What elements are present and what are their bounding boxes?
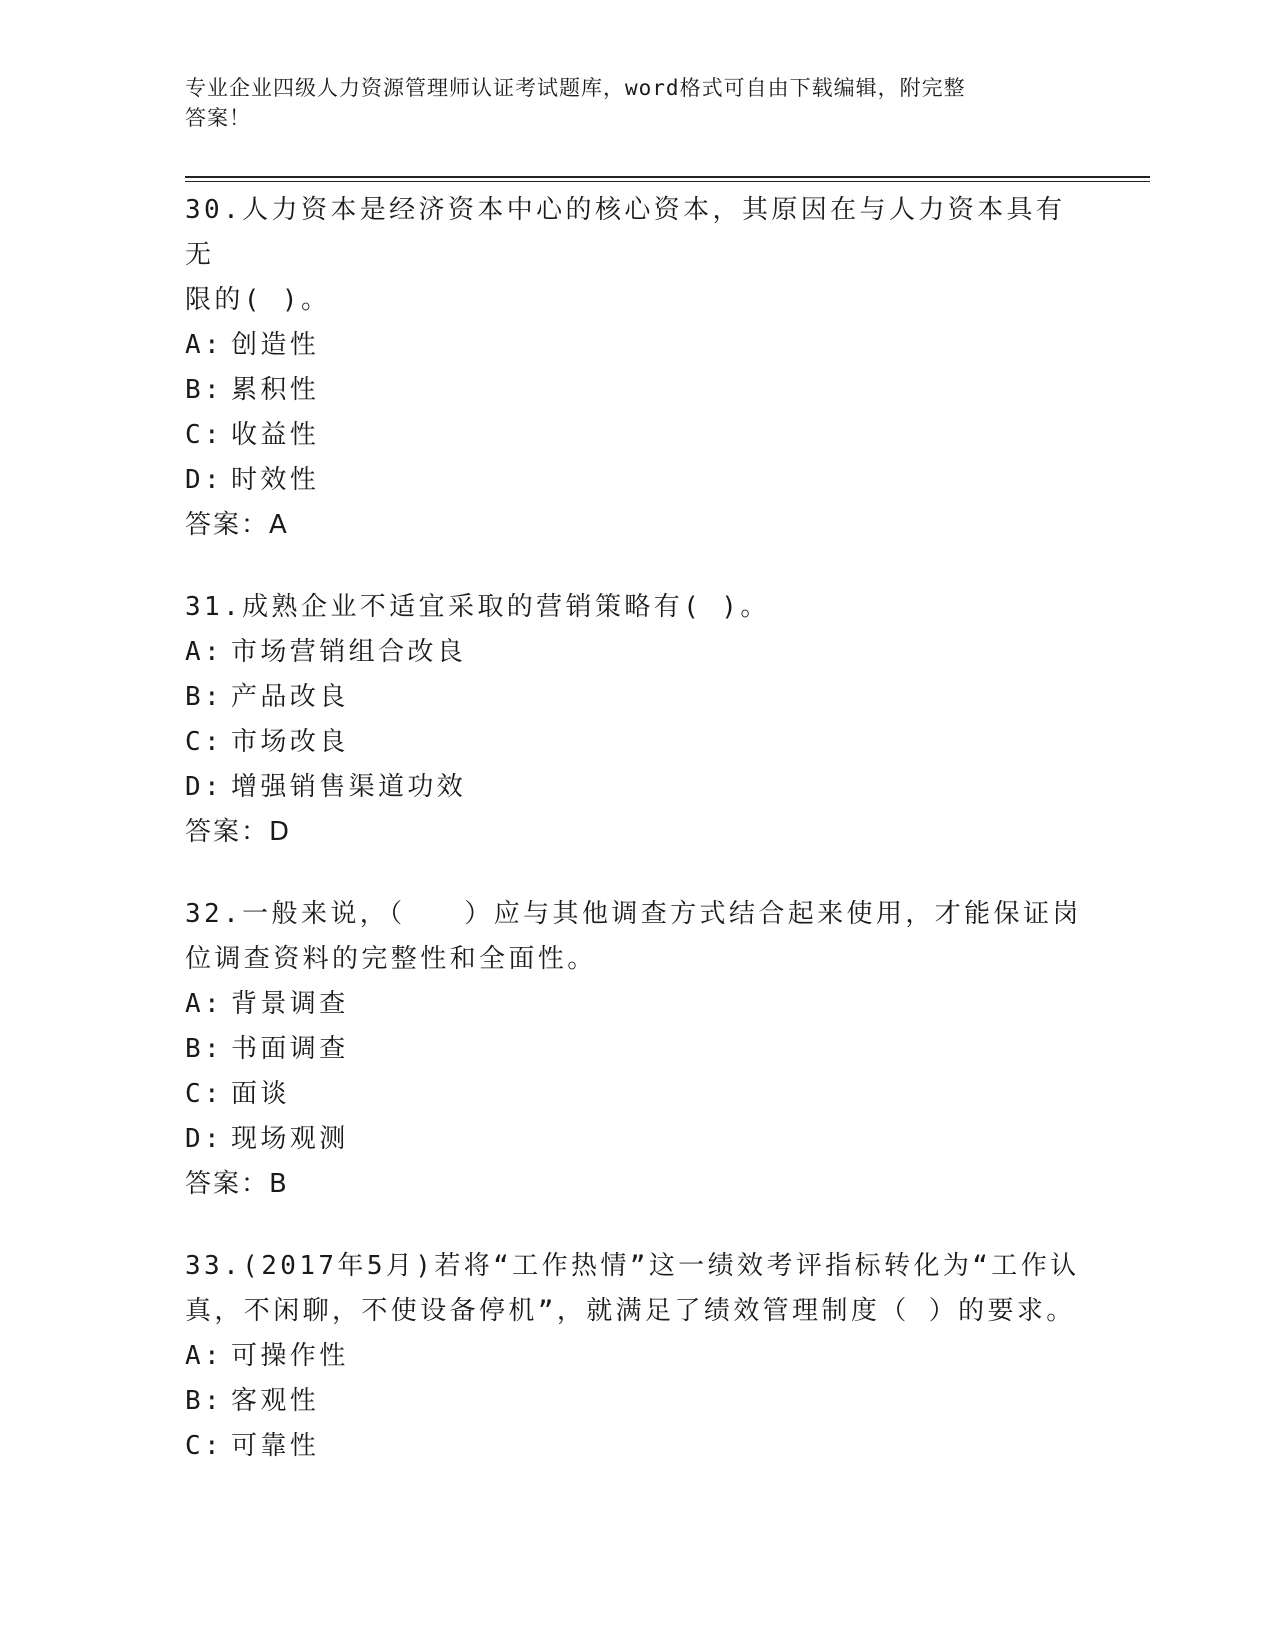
option-text: 市场营销组合改良 [231, 637, 467, 667]
header-divider-thin [185, 181, 1150, 182]
option-b [185, 368, 1085, 413]
option-letter: A: [185, 330, 224, 360]
answer-line: 答案：A [185, 510, 289, 540]
option-text: 创造性 [231, 330, 320, 360]
question-stem-line: 33.(2017年5月)若将“工作热情”这一绩效考评指标转化为“工作认 [185, 1251, 1080, 1281]
option-b [185, 1379, 1085, 1424]
question-stem-line: 位调查资料的完整性和全面性。 [185, 944, 597, 974]
option-letter: B: [185, 682, 224, 712]
option-list [185, 982, 1085, 1162]
header-divider-thick [185, 176, 1150, 178]
option-c [185, 413, 1085, 458]
option-text: 背景调查 [231, 989, 349, 1019]
question-stem [185, 188, 1085, 323]
option-text: 可操作性 [231, 1341, 349, 1371]
option-text: 市场改良 [231, 727, 349, 757]
option-a [185, 630, 1085, 675]
question-32 [185, 892, 1085, 1207]
question-list [185, 188, 1085, 1506]
option-letter: A: [185, 989, 224, 1019]
question-stem [185, 1244, 1085, 1334]
option-text: 时效性 [231, 465, 320, 495]
option-letter: A: [185, 637, 224, 667]
option-c [185, 1424, 1085, 1469]
question-stem-line: 31.成熟企业不适宜采取的营销策略有( )。 [185, 592, 770, 622]
option-text: 可靠性 [231, 1431, 320, 1461]
option-letter: D: [185, 772, 224, 802]
answer-line: 答案：D [185, 817, 292, 847]
option-b [185, 1027, 1085, 1072]
option-letter: B: [185, 1386, 224, 1416]
question-stem [185, 585, 1085, 630]
option-c [185, 720, 1085, 765]
option-d [185, 458, 1085, 503]
option-letter: C: [185, 420, 224, 450]
question-stem [185, 892, 1085, 982]
question-stem-line: 30.人力资本是经济资本中心的核心资本，其原因在与人力资本具有无 [185, 195, 1066, 270]
option-a [185, 1334, 1085, 1379]
option-letter: D: [185, 465, 224, 495]
option-text: 书面调查 [231, 1034, 349, 1064]
question-31 [185, 585, 1085, 855]
option-b [185, 675, 1085, 720]
option-text: 客观性 [231, 1386, 320, 1416]
option-list [185, 323, 1085, 503]
option-letter: B: [185, 375, 224, 405]
option-a [185, 323, 1085, 368]
question-30 [185, 188, 1085, 548]
option-text: 累积性 [231, 375, 320, 405]
option-list [185, 1334, 1085, 1469]
option-letter: C: [185, 727, 224, 757]
header-line-1: 专业企业四级人力资源管理师认证考试题库，word格式可自由下载编辑，附完整 [185, 76, 966, 100]
option-a [185, 982, 1085, 1027]
answer-line: 答案：B [185, 1169, 289, 1199]
option-letter: D: [185, 1124, 224, 1154]
option-text: 收益性 [231, 420, 320, 450]
question-stem-line: 32.一般来说，（ ）应与其他调查方式结合起来使用，才能保证岗 [185, 899, 1082, 929]
option-letter: B: [185, 1034, 224, 1064]
question-33 [185, 1244, 1085, 1469]
document-header [185, 73, 1065, 133]
header-line-2: 答案！ [185, 106, 251, 130]
option-letter: A: [185, 1341, 224, 1371]
question-stem-line: 限的( )。 [185, 285, 331, 315]
option-text: 现场观测 [231, 1124, 349, 1154]
question-stem-line: 真，不闲聊，不使设备停机”，就满足了绩效管理制度（ ）的要求。 [185, 1296, 1076, 1326]
option-letter: C: [185, 1079, 224, 1109]
option-d [185, 1117, 1085, 1162]
option-letter: C: [185, 1431, 224, 1461]
option-text: 面谈 [231, 1079, 290, 1109]
option-text: 增强销售渠道功效 [231, 772, 467, 802]
option-c [185, 1072, 1085, 1117]
option-text: 产品改良 [231, 682, 349, 712]
option-d [185, 765, 1085, 810]
option-list [185, 630, 1085, 810]
